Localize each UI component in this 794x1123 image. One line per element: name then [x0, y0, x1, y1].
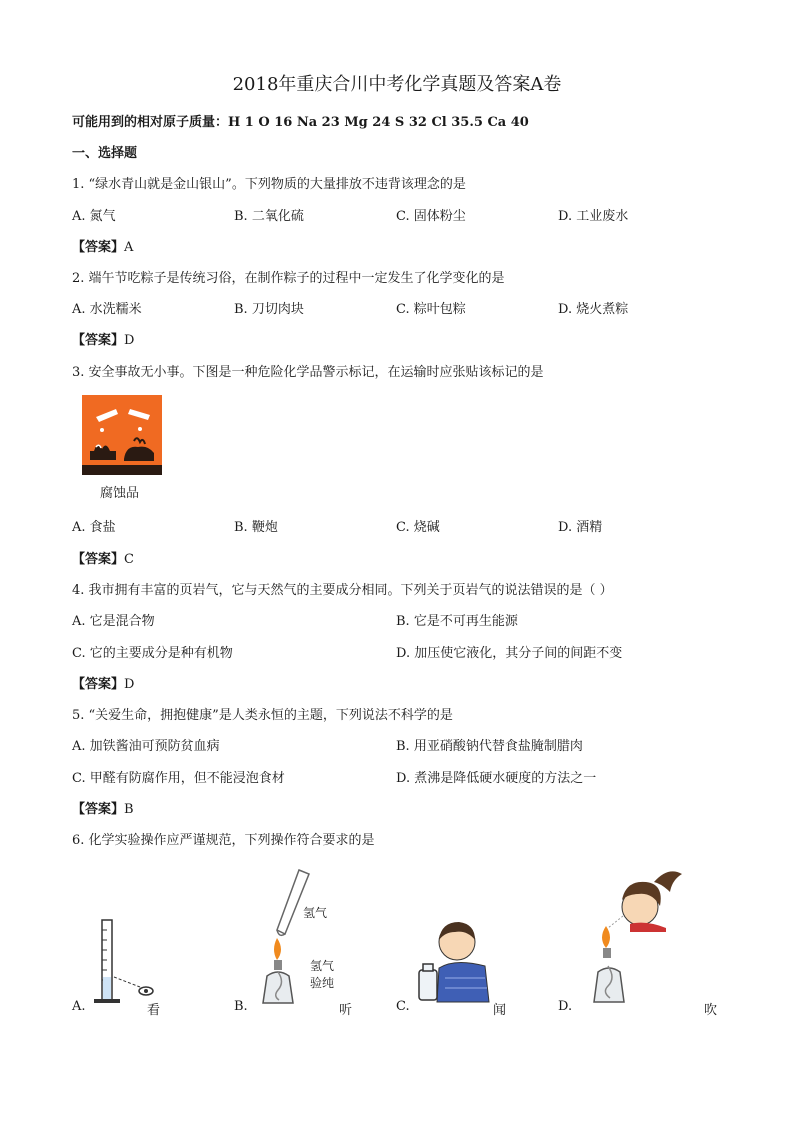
hydrogen-label: 氢气: [303, 906, 328, 920]
option-d: D. 酒精: [558, 520, 603, 535]
option-b: B.: [234, 999, 248, 1014]
sign-caption: 腐蚀品: [100, 486, 140, 501]
option-c: C. 固体粉尘: [396, 209, 466, 224]
option-d: D. 加压使它液化，其分子间的间距不变: [396, 646, 623, 661]
question-stem: 1. “绿水青山就是金山银山”。下列物质的大量排放不违背该理念的是: [72, 177, 466, 192]
option-c: C. 甲醛有防腐作用，但不能浸泡食材: [72, 771, 285, 786]
answer-value: A: [124, 240, 134, 255]
option-d: D. 烧火煮粽: [558, 302, 629, 317]
question-stem: 2. 端午节吃粽子是传统习俗，在制作粽子的过程中一定发生了化学变化的是: [72, 271, 505, 286]
answer-line: [72, 673, 134, 692]
answer-value: B: [124, 802, 134, 817]
option-c: C.: [396, 999, 410, 1014]
option-c: C. 它的主要成分是种有机物: [72, 646, 233, 661]
section-heading: 一、选择题: [72, 146, 138, 161]
question-stem: 5. “关爱生命，拥抱健康”是人类永恒的主题，下列说法不科学的是: [72, 708, 453, 723]
option-b: B. 用亚硝酸钠代替食盐腌制腊肉: [396, 739, 583, 754]
option-c-caption: 闻: [493, 1003, 507, 1018]
graduated-cylinder-figure: [90, 915, 165, 1010]
option-a: A. 氮气: [72, 209, 116, 224]
option-a: A.: [72, 999, 86, 1014]
option-d: D. 工业废水: [558, 209, 629, 224]
answer-line: [72, 329, 134, 348]
answer-prefix: 【答案】: [72, 677, 125, 692]
atomic-masses: 可能用到的相对原子质量：H 1 O 16 Na 23 Mg 24 S 32 Cl 35.5 Ca 40: [72, 115, 529, 130]
page-title: 2018年重庆合川中考化学真题及答案A卷: [232, 74, 562, 95]
answer-prefix: 【答案】: [72, 552, 125, 567]
question-stem: 6. 化学实验操作应严谨规范，下列操作符合要求的是: [72, 833, 375, 848]
answer-value: D: [124, 677, 135, 692]
answer-prefix: 【答案】: [72, 802, 125, 817]
option-d-caption: 吹: [704, 1003, 718, 1018]
answer-line: [72, 798, 134, 817]
option-b-caption: 听: [339, 1003, 353, 1018]
smelling-bottle-figure: [415, 918, 495, 1003]
option-a: A. 水洗糯米: [72, 302, 142, 317]
option-b: B. 它是不可再生能源: [396, 614, 518, 629]
answer-line: [72, 548, 134, 567]
option-b: B. 刀切肉块: [234, 302, 304, 317]
option-b: B. 二氧化硫: [234, 209, 304, 224]
answer-prefix: 【答案】: [72, 333, 125, 348]
answer-line: [72, 236, 133, 255]
corrosive-hazard-sign: [82, 395, 162, 475]
purity-test-label: 氢气 验纯: [310, 959, 335, 990]
answer-value: D: [124, 333, 135, 348]
option-a-caption: 看: [147, 1003, 161, 1018]
answer-prefix: 【答案】: [72, 240, 125, 255]
corrosive-symbol-icon: [82, 395, 162, 475]
option-a: A. 加铁酱油可预防贫血病: [72, 739, 220, 754]
option-c: C. 烧碱: [396, 520, 440, 535]
blowing-lamp-figure: [590, 862, 695, 1007]
option-d: D.: [558, 999, 573, 1014]
option-c: C. 粽叶包粽: [396, 302, 466, 317]
question-stem: 4. 我市拥有丰富的页岩气，它与天然气的主要成分相同。下列关于页岩气的说法错误的是（ ）: [72, 583, 613, 598]
answer-value: C: [124, 552, 134, 567]
option-a: A. 食盐: [72, 520, 116, 535]
option-a: A. 它是混合物: [72, 614, 155, 629]
question-stem: 3. 安全事故无小事。下图是一种危险化学品警示标记，在运输时应张贴该标记的是: [72, 365, 544, 380]
option-d: D. 煮沸是降低硬水硬度的方法之一: [396, 771, 597, 786]
option-b: B. 鞭炮: [234, 520, 278, 535]
